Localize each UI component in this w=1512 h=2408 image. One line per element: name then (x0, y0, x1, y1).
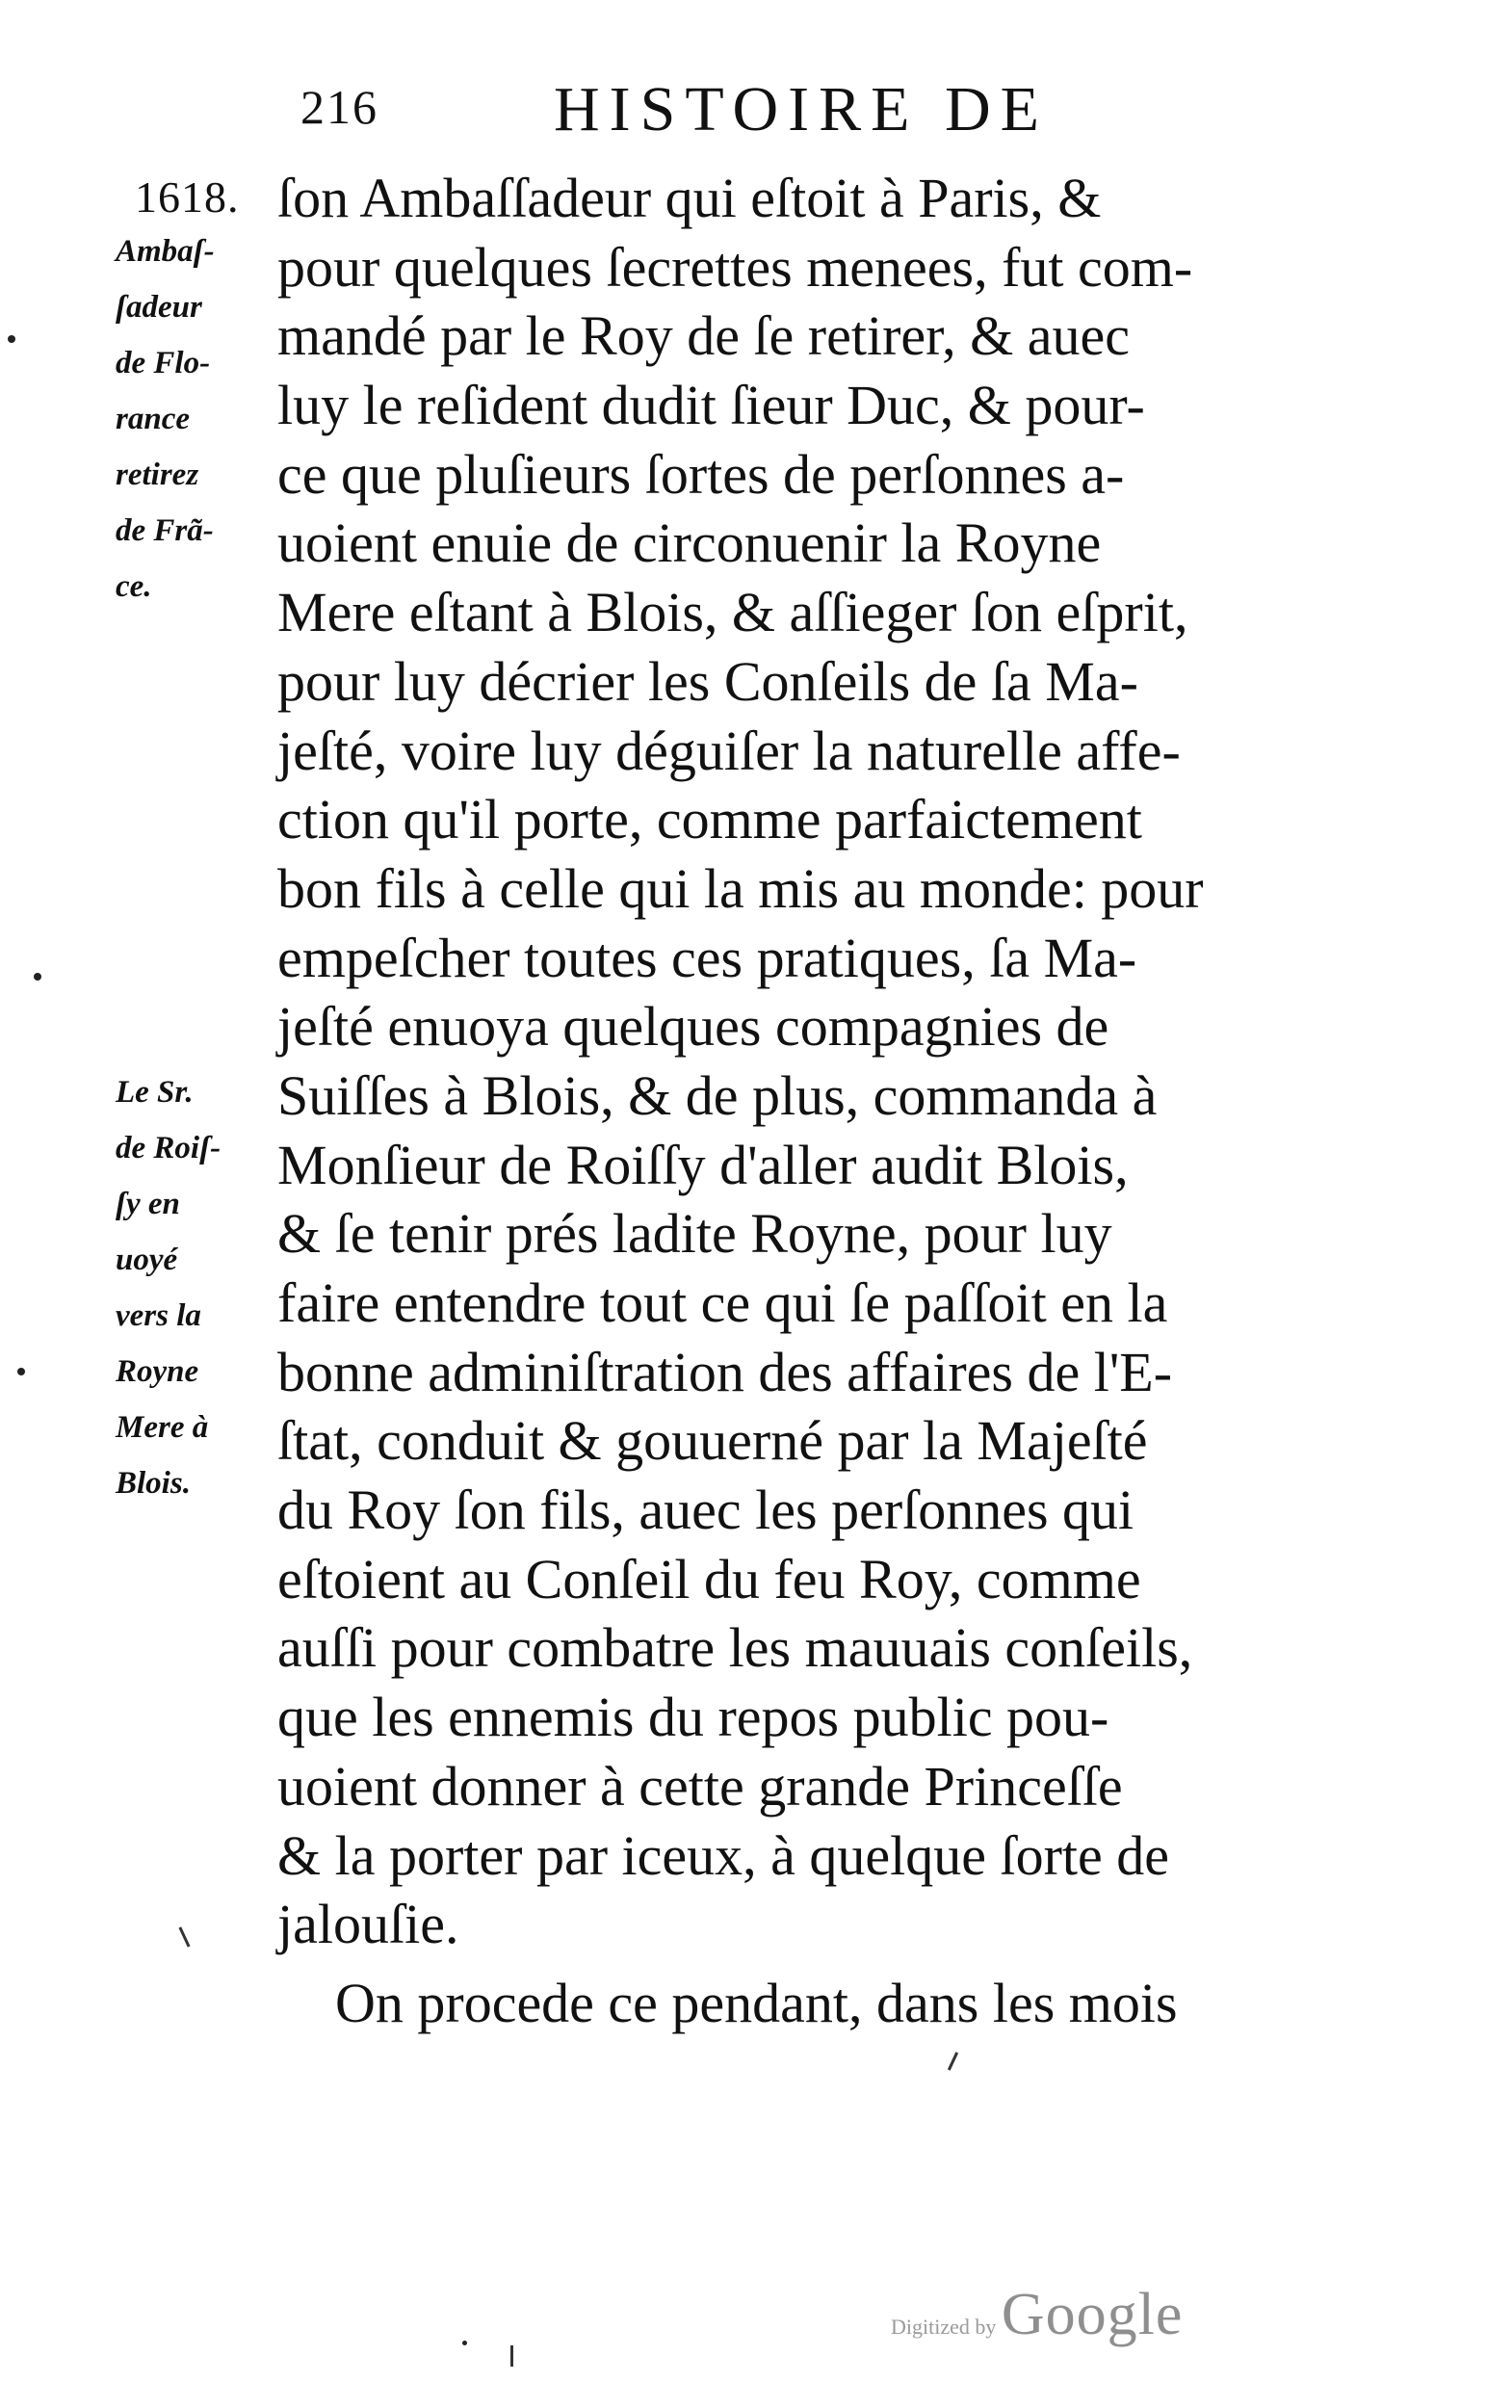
text-line: ſon Ambaſſadeur qui eſtoit à Paris, & (277, 167, 1102, 229)
print-speck (17, 1368, 25, 1375)
text-line: jeſté enuoya quelques compagnies de (277, 995, 1109, 1059)
margin-note-roissy (116, 1064, 221, 1511)
margin-note-line: de Flo- (116, 346, 211, 380)
page-number: 216 (300, 80, 378, 134)
text-line: bonne adminiſtration des affaires de l'E- (277, 1340, 1173, 1403)
print-speck (178, 1926, 190, 1947)
print-speck (510, 2345, 513, 2367)
margin-note-line: Mere à (116, 1410, 209, 1445)
margin-note-line: Ambaſ- (116, 234, 215, 269)
margin-note-line: Blois. (116, 1466, 191, 1501)
text-line: auſſi pour combatre les mauuais conſeils, (277, 1616, 1193, 1680)
digitized-watermark (891, 2281, 1183, 2349)
text-line: bon fils à celle qui la mis au monde: pour (277, 856, 1204, 920)
running-title: HISTOIRE DE (554, 74, 1049, 144)
text-line: empeſcher toutes ces pratiques, ſa Ma- (277, 926, 1137, 989)
paragraph-start-line: On procede ce pendant, dans les mois (335, 1971, 1178, 2034)
margin-note-line: ſadeur (116, 290, 202, 325)
text-line: Monſieur de Roiſſy d'aller audit Blois, (277, 1133, 1129, 1196)
print-speck (462, 2341, 467, 2345)
text-line: du Roy ſon fils, auec les perſonnes qui (277, 1479, 1134, 1542)
text-line: ſtat, conduit & gouuerné par la Majeſté (277, 1409, 1148, 1473)
text-line: ction qu'il porte, comme parfaictement (277, 788, 1142, 851)
margin-note-ambassador (116, 223, 215, 615)
text-line: uoient donner à cette grande Princeſſe (277, 1754, 1123, 1818)
margin-note-line: vers la (116, 1298, 201, 1333)
margin-note-line: retirez (116, 458, 199, 492)
margin-note-line: de Frã- (116, 513, 214, 548)
margin-note-line: ſy en (116, 1187, 180, 1221)
margin-year: 1618. (135, 172, 240, 222)
text-line: faire entendre tout ce qui ſe paſſoit en la (277, 1271, 1168, 1334)
text-line: & ſe tenir prés ladite Royne, pour luy (277, 1202, 1112, 1266)
text-line: luy le reſident dudit ſieur Duc, & pour- (277, 374, 1145, 437)
margin-note-line: Royne (116, 1354, 199, 1389)
text-line: uoient enuie de circonuenir la Royne (277, 511, 1102, 575)
margin-note-line: rance (116, 402, 190, 436)
print-speck (8, 335, 15, 343)
text-line: jeſté, voire luy déguiſer la naturelle affe- (277, 719, 1181, 782)
text-line: & la porter par iceux, à quelque ſorte de (277, 1823, 1169, 1887)
text-line: mandé par le Roy de ſe retirer, & auec (277, 304, 1130, 368)
body-text (277, 164, 1356, 2038)
text-line: que les ennemis du repos public pou- (277, 1686, 1109, 1749)
print-speck (34, 973, 41, 981)
digitized-by-label: Digitized by (891, 2315, 997, 2339)
text-line: Suiſſes à Blois, & de plus, commanda à (277, 1063, 1158, 1127)
text-line: eſtoient au Conſeil du feu Roy, comme (277, 1547, 1141, 1610)
text-line: pour luy décrier les Conſeils de ſa Ma- (277, 649, 1138, 713)
margin-note-line: de Roiſ- (116, 1131, 222, 1165)
text-line: Mere eſtant à Blois, & aſſieger ſon eſprit, (277, 581, 1188, 644)
margin-note-line: uoyé (116, 1243, 178, 1277)
text-line: jalouſie. (277, 1893, 459, 1956)
print-speck (948, 2052, 958, 2070)
text-line: pour quelques ſecrettes menees, fut com- (277, 235, 1193, 299)
text-line: ce que pluſieurs ſortes de perſonnes a- (277, 442, 1125, 506)
margin-note-line: Le Sr. (116, 1075, 194, 1110)
page-header (0, 74, 1512, 156)
google-logo: Google (1001, 2282, 1184, 2347)
margin-note-line: ce. (116, 569, 152, 604)
